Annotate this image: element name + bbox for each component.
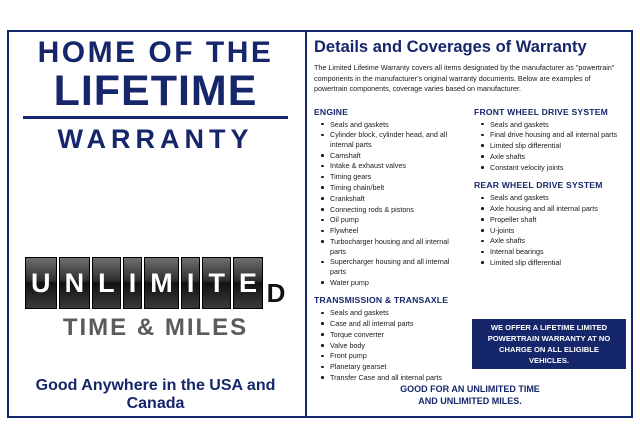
footer-line-2: AND UNLIMITED MILES. [418,396,522,406]
letter-tile: T [202,257,231,309]
list-item: Supercharger housing and all internal parts [326,257,466,276]
list-item: Transfer Case and all internal parts [326,373,466,383]
hero-headline [9,32,302,154]
list-item: Front pump [326,351,466,361]
unlimited-tile-word [25,257,287,309]
coverage-column-left [314,105,466,391]
list-item: Valve body [326,341,466,351]
vertical-divider [305,32,307,416]
list-item: Water pump [326,278,466,288]
section-heading-fwd: FRONT WHEEL DRIVE SYSTEM [474,106,609,117]
list-item: Final drive housing and all internal parts [486,130,626,140]
footer-line-1: GOOD FOR AN UNLIMITED TIME [400,384,540,394]
list-item: Timing chain/belt [326,183,466,193]
letter-tile: U [25,257,57,309]
letter-tile: L [92,257,121,309]
section-heading-engine: ENGINE [314,106,349,117]
engine-list [314,120,466,288]
list-item: U-joints [486,226,626,236]
list-item: Limited slip differential [486,258,626,268]
list-item: Seals and gaskets [326,308,466,318]
list-item: Flywheel [326,226,466,236]
time-and-miles-label: TIME & MILES [62,314,249,341]
letter-tile: N [59,257,91,309]
list-item: Oil pump [326,215,466,225]
list-item: Axle shafts [486,152,626,162]
list-item: Axle shafts [486,236,626,246]
list-item: Seals and gaskets [486,193,626,203]
list-item: Propeller shaft [486,215,626,225]
list-item: Cylinder block, cylinder head, and all internal parts [326,130,466,149]
list-item: Intake & exhaust valves [326,161,466,171]
list-item: Torque converter [326,330,466,340]
intro-paragraph: The Limited Lifetime Warranty covers all items designated by the manufacturer as "powertrain" components in the manufacturer's original warranty documents. Below are examples of powertrain components, coverage varies based on manufacturer. [314,63,615,93]
list-item: Seals and gaskets [326,120,466,130]
list-item: Timing gears [326,172,466,182]
list-item: Connecting rods & pistons [326,205,466,215]
list-item: Axle housing and all internal parts [486,204,626,214]
letter-tile: E [233,257,263,309]
front-wheel-drive-list [474,120,626,173]
list-item: Crankshaft [326,194,466,204]
list-item: Camshaft [326,151,466,161]
letter-tile: M [144,257,179,309]
page-title: Details and Coverages of Warranty [314,38,587,56]
list-item: Limited slip differential [486,141,626,151]
promo-callout: WE OFFER A LIFETIME LIMITED POWERTRAIN WARRANTY AT NO CHARGE ON ALL ELIGIBLE VEHICLES. [472,319,626,369]
letter-tile: D [265,257,287,309]
list-item: Planetary gearset [326,362,466,372]
section-heading-transmission: TRANSMISSION & TRANSAXLE [314,295,449,306]
letter-tile: I [123,257,143,309]
left-panel [9,32,302,416]
letter-tile: I [181,257,201,309]
list-item: Internal bearings [486,247,626,257]
right-panel [314,38,626,416]
section-heading-rwd: REAR WHEEL DRIVE SYSTEM [474,180,603,191]
rear-wheel-drive-list [474,193,626,267]
list-item: Turbocharger housing and all internal parts [326,237,466,256]
hero-line-1: HOME OF THE [37,36,274,69]
hero-line-3: WARRANTY [23,116,288,155]
list-item: Constant velocity joints [486,163,626,173]
hero-line-2: LIFETIME [53,67,258,115]
transmission-list [314,308,466,382]
footer-text [314,383,626,407]
list-item: Case and all internal parts [326,319,466,329]
list-item: Seals and gaskets [486,120,626,130]
good-anywhere-label: Good Anywhere in the USA and Canada [35,377,276,412]
